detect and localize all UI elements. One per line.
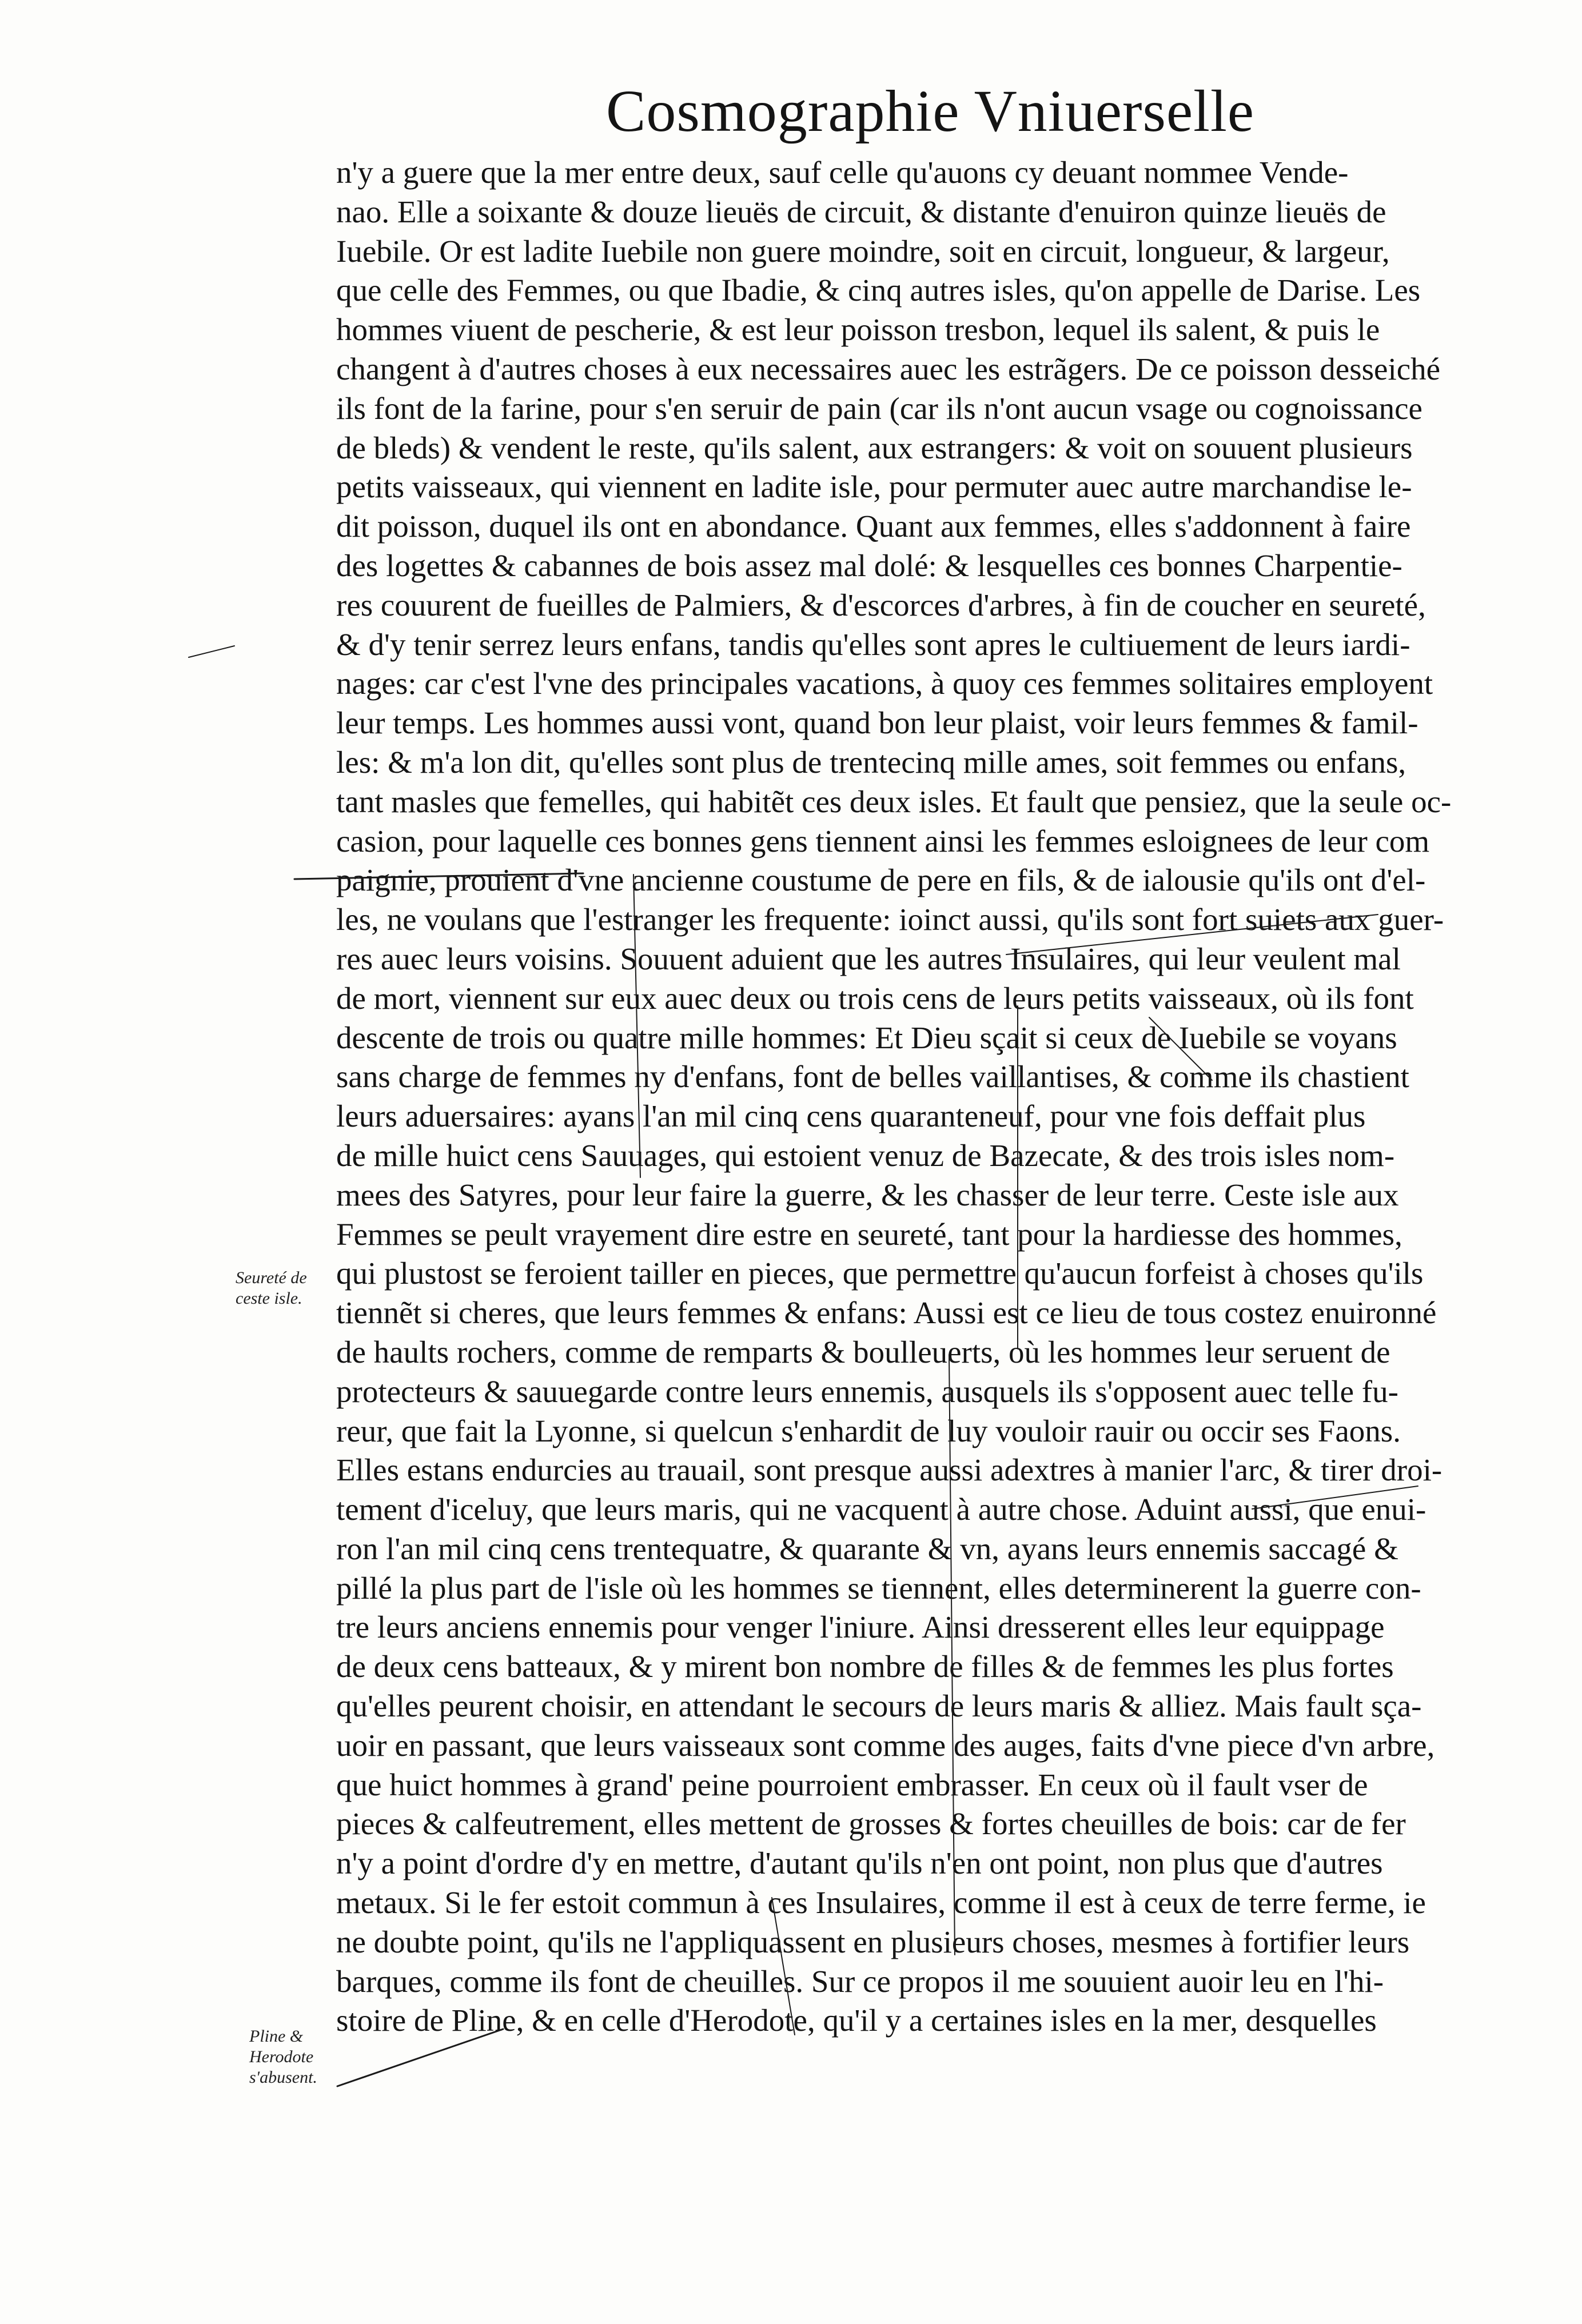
text-line: Femmes se peult vrayement dire estre en seureté, tant pour la hardiesse des hommes, (336, 1216, 1402, 1252)
text-line: les: & m'a lon dit, qu'elles sont plus de trentecinq mille ames, soit femmes ou enfans, (336, 744, 1406, 780)
text-line: mees des Satyres, pour leur faire la guerre, & les chasser de leur terre. Ceste isle aux (336, 1177, 1399, 1212)
text-line: de haults rochers, comme de remparts & boulleuerts, où les hommes leur seruent de (336, 1334, 1390, 1369)
text-line: res auec leurs voisins. Souuent aduient que les autres Insulaires, qui leur veulent mal (336, 941, 1401, 976)
text-line: paignie, prouient d'vne ancienne coustume de pere en fils, & de ialousie qu'ils ont d'el- (336, 862, 1426, 898)
margin-note-line: Pline & (249, 2027, 304, 2046)
text-line: ils font de la farine, pour s'en seruir de pain (car ils n'ont aucun vsage ou cognoissance (336, 390, 1422, 426)
text-line: que celle des Femmes, ou que Ibadie, & cinq autres isles, qu'on appelle de Darise. Les (336, 273, 1421, 308)
margin-note-line: ceste isle. (236, 1289, 302, 1308)
text-line: qu'elles peurent choisir, en attendant le secours de leurs maris & alliez. Mais fault sça- (336, 1688, 1422, 1724)
text-line: dit poisson, duquel ils ont en abondance. Quant aux femmes, elles s'addonnent à faire (336, 509, 1411, 544)
text-line: pieces & calfeutrement, elles mettent de grosses & fortes cheuilles de bois: car de fer (336, 1806, 1406, 1842)
running-header: Cosmographie Vniuerselle (606, 78, 1255, 144)
text-line: Elles estans endurcies au trauail, sont presque aussi adextres à manier l'arc, & tirer droi- (336, 1452, 1442, 1488)
text-line: & d'y tenir serrez leurs enfans, tandis qu'elles sont apres le cultiuement de leurs iardi- (336, 626, 1410, 662)
margin-note (236, 1268, 307, 1309)
text-line: les, ne voulans que l'estranger les frequente: ioinct aussi, qu'ils sont fort suiets aux guer- (336, 902, 1444, 937)
text-line: reur, que fait la Lyonne, si quelcun s'enhardit de luy vouloir rauir ou occir ses Faons. (336, 1413, 1401, 1448)
text-line: de deux cens batteaux, & y mirent bon nombre de filles & de femmes les plus fortes (336, 1649, 1394, 1684)
text-line: petits vaisseaux, qui viennent en ladite isle, pour permuter auec autre marchandise le- (336, 469, 1412, 505)
text-line: changent à d'autres choses à eux necessaires auec les estrãgers. De ce poisson desseiché (336, 351, 1441, 386)
text-line: Iuebile. Or est ladite Iuebile non guere moindre, soit en circuit, longueur, & largeur, (336, 233, 1390, 269)
text-line: casion, pour laquelle ces bonnes gens tiennent ainsi les femmes esloignees de leur com (336, 823, 1430, 858)
text-line: stoire de Pline, & en celle d'Herodote, qu'il y a certaines isles en la mer, desquelles (336, 2003, 1377, 2038)
text-line: de bleds) & vendent le reste, qu'ils salent, aux estrangers: & voit on souuent plusieurs (336, 430, 1413, 465)
text-line: uoir en passant, que leurs vaisseaux sont comme des auges, faits d'vne piece d'vn arbre, (336, 1727, 1435, 1763)
text-line: nao. Elle a soixante & douze lieuës de circuit, & distante d'enuiron quinze lieuës de (336, 194, 1386, 229)
text-line: que huict hommes à grand' peine pourroient embrasser. En ceux où il fault vser de (336, 1767, 1368, 1802)
text-line: n'y a point d'ordre d'y en mettre, d'autant qu'ils n'en ont point, non plus que d'autres (336, 1846, 1383, 1881)
text-line: res couurent de fueilles de Palmiers, & d'escorces d'arbres, à fin de coucher en seureté, (336, 587, 1426, 622)
text-line: des logettes & cabannes de bois assez mal dolé: & lesquelles ces bonnes Charpentie- (336, 548, 1402, 583)
text-line: tant masles que femelles, qui habitẽt ces deux isles. Et fault que pensiez, que la seule oc- (336, 784, 1452, 819)
pencil-stroke (189, 646, 234, 657)
margin-note-line: s'abusent. (249, 2068, 317, 2087)
margin-note-line: Seureté de (236, 1268, 307, 1287)
text-line: sans charge de femmes ny d'enfans, font de belles vaillantises, & comme ils chastient (336, 1059, 1409, 1095)
text-line: tement d'iceluy, que leurs maris, qui ne vacquent à autre chose. Aduint aussi, que enui- (336, 1492, 1426, 1527)
body-text (336, 153, 1531, 2041)
text-line: descente de trois ou quatre mille hommes: Et Dieu sçait si ceux de Iuebile se voyans (336, 1020, 1397, 1055)
text-line: tre leurs anciens ennemis pour venger l'iniure. Ainsi dresserent elles leur equippage (336, 1610, 1385, 1645)
text-line: tiennẽt si cheres, que leurs femmes & enfans: Aussi est ce lieu de tous costez enuironné (336, 1295, 1437, 1331)
text-line: hommes viuent de pescherie, & est leur poisson tresbon, lequel ils salent, & puis le (336, 312, 1380, 348)
text-line: leur temps. Les hommes aussi vont, quand bon leur plaist, voir leurs femmes & famil- (336, 705, 1418, 741)
margin-note-line: Herodote (249, 2047, 314, 2066)
text-line: metaux. Si le fer estoit commun à ces Insulaires, comme il est à ceux de terre ferme, ie (336, 1885, 1426, 1920)
text-line: de mort, viennent sur eux auec deux ou trois cens de leurs petits vaisseaux, où ils font (336, 980, 1414, 1016)
text-line: ron l'an mil cinq cens trentequatre, & quarante & vn, ayans leurs ennemis saccagé & (336, 1531, 1398, 1566)
text-line: n'y a guere que la mer entre deux, sauf celle qu'auons cy deuant nommee Vende- (336, 155, 1349, 190)
text-line: leurs aduersaires: ayans l'an mil cinq cens quaranteneuf, pour vne fois deffait plus (336, 1099, 1366, 1134)
text-line: protecteurs & sauuegarde contre leurs ennemis, ausquels ils s'opposent auec telle fu- (336, 1373, 1398, 1409)
text-line: nages: car c'est l'vne des principales vacations, à quoy ces femmes solitaires employent (336, 666, 1433, 701)
text-line: de mille huict cens Sauuages, qui estoient venuz de Bazecate, & des trois isles nom- (336, 1137, 1395, 1173)
margin-note (249, 2026, 317, 2088)
text-line: ne doubte point, qu'ils ne l'appliquassent en plusieurs choses, mesmes à fortifier leurs (336, 1924, 1410, 1959)
text-line: pillé la plus part de l'isle où les hommes se tiennent, elles determinerent la guerre con- (336, 1570, 1421, 1606)
text-line: barques, comme ils font de cheuilles. Sur ce propos il me souuient auoir leu en l'hi- (336, 1963, 1384, 1999)
text-line: qui plustost se feroient tailler en pieces, que permettre qu'aucun forfeist à choses qu'ils (336, 1256, 1424, 1291)
